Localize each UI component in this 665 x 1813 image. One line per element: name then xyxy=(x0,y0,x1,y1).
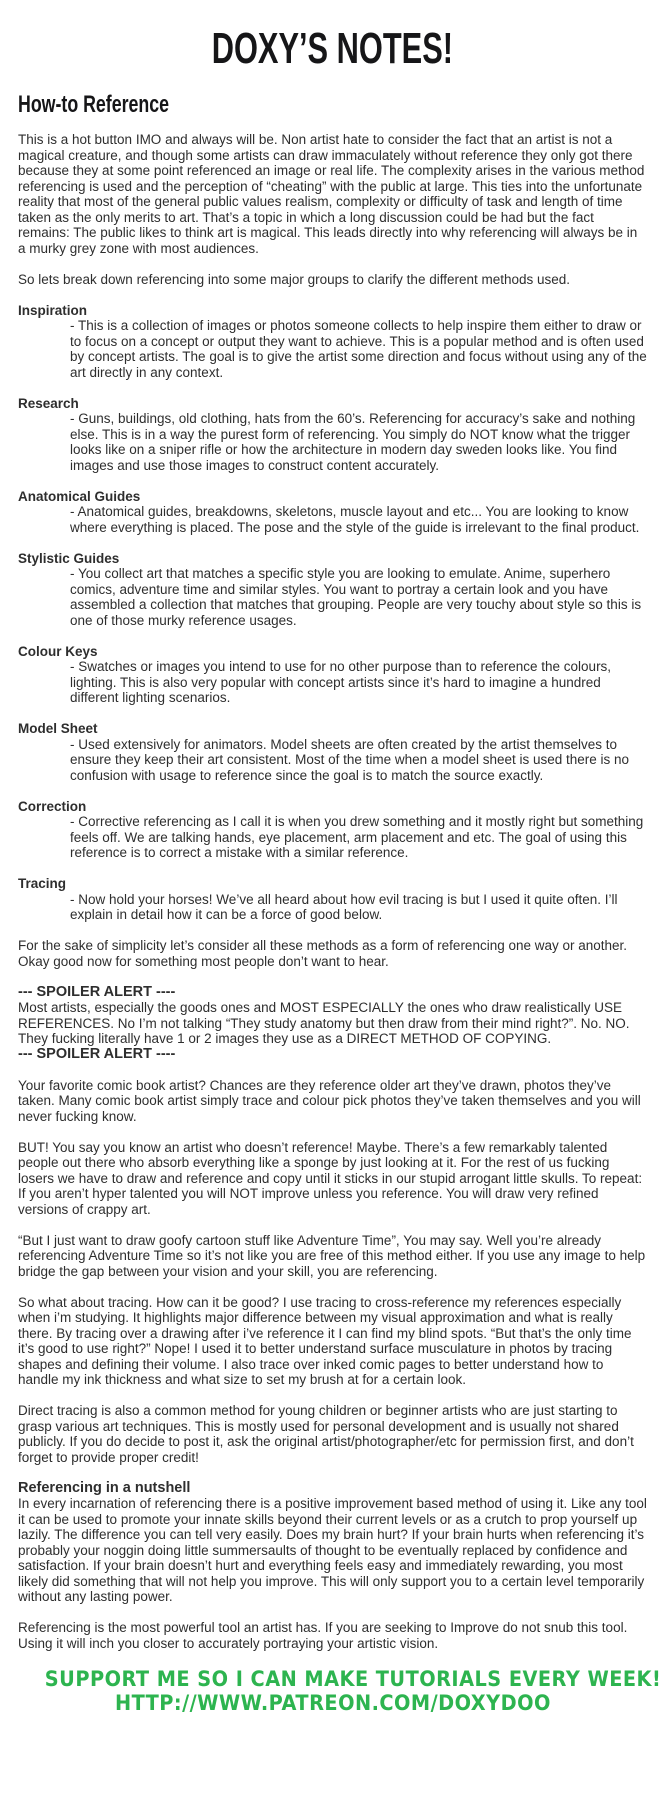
support-message-text: SUPPORT ME SO I CAN MAKE TUTORIALS EVERY WEEK! xyxy=(44,1667,662,1691)
intro-paragraph-2: So lets break down referencing into some major groups to clarify the different methods used. xyxy=(18,271,571,287)
paragraph-about-tracing: So what about tracing. How can it be good? I use tracing to cross-reference my references especially when i’m studying. It highlights major difference between my visual approximation and what is really there. By tracing over a drawing after i’ve reference it I can find my blind spots. “But that’s the only time it’s good to use right?” Nope! I used it to better understand surface musculature in photos by tracing shapes and defining their volume. I also trace over inked comic pages to better understand how to handle my ink thickness and what size to set my brush at for a certain look. xyxy=(18,1294,632,1387)
section-title-how-to-reference xyxy=(18,92,647,118)
section-correction xyxy=(18,799,647,861)
spoiler-alert-close: --- SPOILER ALERT ---- xyxy=(18,1045,176,1062)
section-heading: Research xyxy=(18,395,79,411)
spoiler-alert-open: --- SPOILER ALERT ---- xyxy=(18,983,176,1000)
support-banner xyxy=(18,1667,662,1715)
section-heading: Inspiration xyxy=(18,302,88,318)
section-body: - Used extensively for animators. Model sheets are often created by the artist themselves to ensure they keep their art consistent. Most of the time when a model sheet is used there is no confusion with usage to reference since the goal is to match the source exactly. xyxy=(70,736,630,783)
section-heading: Correction xyxy=(18,798,87,814)
patreon-url xyxy=(18,1691,647,1715)
paragraph-but-you-say: BUT! You say you know an artist who doesn’t reference! Maybe. There’s a few remarkably talented people out there who absorb everything like a sponge by just looking at it. For the rest of us fucking losers we have to draw and reference and copy until it sticks in our stupid arrogant little skulls. To repeat: If you aren’t hyper talented you will NOT improve unless you reference. You will draw very refined versions of crappy art. xyxy=(18,1139,643,1217)
section-model-sheet xyxy=(18,721,647,783)
section-body: - Now hold your horses! We’ve all heard about how evil tracing is but I used it quite often. I’ll explain in detail how it can be a force of good below. xyxy=(70,891,618,922)
paragraph-adventure-time: “But I just want to draw goofy cartoon stuff like Adventure Time”, You may say. Well you’re already referencing Adventure Time so it’s not like you are free of this method either. If you use any image to help bridge the gap between your vision and your skill, you are referencing. xyxy=(18,1232,646,1279)
spoiler-block xyxy=(18,985,647,1063)
page-title-text: DOXY’S NOTES! xyxy=(211,24,454,73)
section-heading: Anatomical Guides xyxy=(18,488,141,504)
simplicity-paragraph: For the sake of simplicity let’s consider all these methods as a form of referencing one way or another. Okay good now for something most people don’t want to hear. xyxy=(18,938,628,969)
section-body: - Swatches or images you intend to use for no other purpose than to reference the colours, lighting. This is also very popular with concept artists since it’s hard to imagine a hundred different lighting scenarios. xyxy=(70,659,612,705)
section-body: - Guns, buildings, old clothing, hats from the 60’s. Referencing for accuracy’s sake and nothing else. This is in a way the purest form of referencing. You simply do NOT know what the trigger looks like on a sniper rifle or how the architecture in modern day sweden looks like. You find images and use those images to construct content accurately. xyxy=(70,411,636,473)
section-heading: Stylistic Guides xyxy=(18,550,120,566)
intro-paragraph-1: This is a hot button IMO and always will be. Non artist hate to consider the fact that an artist is not a magical creature, and though some artists can draw immaculately without reference they only got there because they at some point referenced an image or real life. The complexity arises in the various method referencing is used and the perception of “cheating” with the public at large. This ties into the unfortunate reality that most of the general public values realism, complexity or difficulty of task and length of time taken as the only merits to art. That’s a topic in which a long discussion could be had but the fact remains: The public likes to think art is magical. This leads directly into why referencing will always be in a murky grey zone with most audiences. xyxy=(18,132,645,256)
section-stylistic-guides xyxy=(18,551,647,629)
section-anatomical-guides xyxy=(18,489,647,536)
section-body: - This is a collection of images or photos someone collects to help inspire them either to draw or to focus on a concept or output they want to achieve. This is a popular method and is often used by concept artists. The goal is to give the artist some direction and focus without using any of the art directly in any context. xyxy=(70,318,647,380)
section-research xyxy=(18,396,647,474)
spoiler-body: Most artists, especially the goods ones and MOST ESPECIALLY the ones who draw realistically USE REFERENCES. No I’m not talking “They study anatomy but then draw from their mind right?”. No. NO. They fucking literally have 1 or 2 images they use as a DIRECT METHOD OF COPYING. xyxy=(18,1000,630,1046)
section-body: - You collect art that matches a specific style you are looking to emulate. Anime, superhero comics, adventure time and similar styles. You want to portray a certain look and you have assembled a collection that matches that grouping. People are very touchy about style so this is one of those murky reference usages. xyxy=(70,566,642,628)
section-title-text: How-to Reference xyxy=(18,91,169,118)
paragraph-comic-artist: Your favorite comic book artist? Chances are they reference older art they’ve drawn, photos they’ve taken. Many comic book artist simply trace and colour pick photos they’ve taken themselves and you will never fucking know. xyxy=(18,1077,641,1124)
section-tracing xyxy=(18,876,647,923)
section-body: - Corrective referencing as I call it is when you drew something and it mostly right but something feels off. We are talking hands, eye placement, arm placement and etc. The goal of using this reference is to correct a mistake with a similar reference. xyxy=(70,814,644,860)
nutshell-body: In every incarnation of referencing there is a positive improvement based method of using it. Like any tool it can be used to promote your innate skills beyond their current levels or as a crutch to prop yourself up lazily. The difference you can tell very easily. Does my brain hurt? If your brain hurts when referencing it’s probably your noggin doing little summersaults of thought to be eventually replaced by confidence and satisfaction. If your brain doesn’t hurt and everything feels easy and immediately rewarding, you most likely did something that will not help you improve. This will only support you to a certain level temporarily without any lasting power. xyxy=(18,1496,647,1604)
section-body: - Anatomical guides, breakdowns, skeletons, muscle layout and etc... You are looking to know where everything is placed. The pose and the style of the guide is irrelevant to the final product. xyxy=(70,504,640,535)
paragraph-direct-tracing: Direct tracing is also a common method for young children or beginner artists who are just starting to grasp various art techniques. This is mostly used for personal development and is usually not shared publicly. If you do decide to post it, ask the original artist/photographer/etc for permission first, and don’t forget to provide proper credit! xyxy=(18,1403,634,1465)
section-nutshell xyxy=(18,1481,647,1605)
closing-paragraph: Referencing is the most powerful tool an artist has. If you are seeking to Improve do not snub this tool. Using it will inch you closer to accurately portraying your artistic vision. xyxy=(18,1620,628,1651)
section-heading: Colour Keys xyxy=(18,643,98,659)
section-inspiration xyxy=(18,303,647,381)
section-heading: Model Sheet xyxy=(18,721,98,736)
section-heading: Tracing xyxy=(18,876,67,891)
nutshell-heading: Referencing in a nutshell xyxy=(18,1479,191,1496)
section-colour-keys xyxy=(18,644,647,706)
support-message xyxy=(18,1667,662,1691)
page-title xyxy=(18,26,647,72)
patreon-url-text: HTTP://WWW.PATREON.COM/DOXYDOO xyxy=(114,1691,551,1715)
